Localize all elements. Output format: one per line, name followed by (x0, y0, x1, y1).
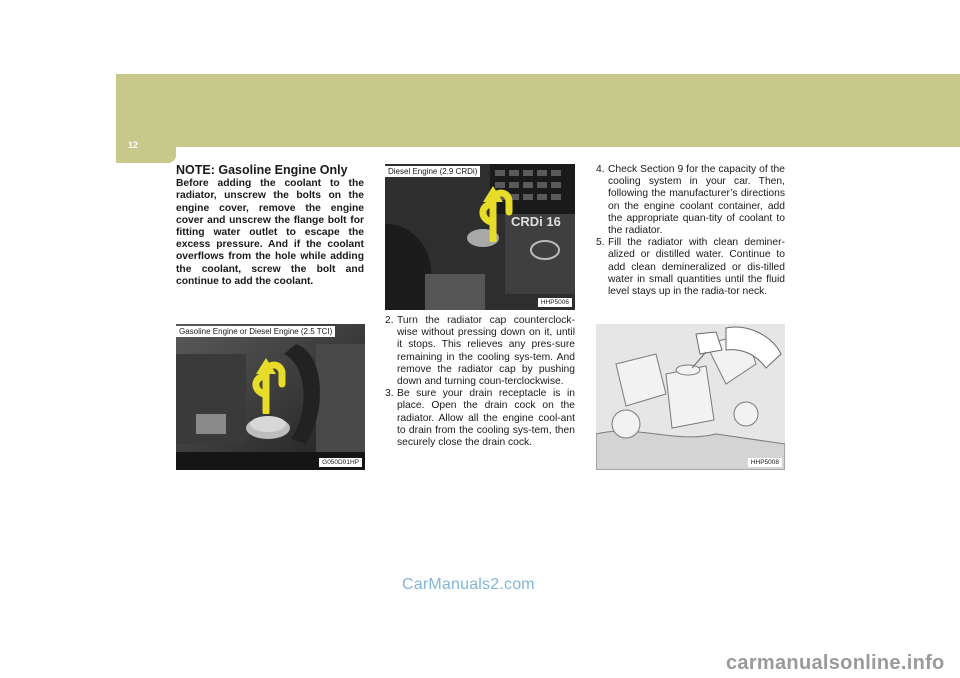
step-number: 4. (596, 164, 605, 175)
note-title: NOTE: Gasoline Engine Only (176, 163, 348, 177)
note-block (176, 164, 364, 288)
steps-middle (385, 315, 575, 449)
note-body: Before adding the coolant to the radiator, unscrew the bolts on the engine cover, remove the engine cover and unscrew the flange bolt for fitting water outlet to escape the excess pressure. And if the coolant overflows from the hole while adding the coolant, screw the bolt and continue to add the coolant. (176, 178, 364, 287)
figure-code: HHP5006 (538, 298, 572, 307)
step-item (596, 164, 785, 237)
page-number-tab (116, 147, 176, 163)
figure-gasoline-engine (176, 324, 365, 470)
crdi-badge: CRDi 16 (511, 214, 561, 229)
figure-caption: Diesel Engine (2.9 CRDi) (385, 166, 480, 177)
step-number: 5. (596, 237, 605, 249)
figure-fill-radiator (596, 324, 785, 470)
chapter-header-band (116, 74, 960, 147)
page-number: 12 (128, 140, 139, 150)
counterclockwise-arrow-icon (473, 182, 513, 242)
step-number: 2. (385, 315, 394, 326)
chapter-number: 6 (38, 36, 49, 56)
figure-diesel-engine (385, 164, 575, 310)
counterclockwise-arrow-icon (246, 354, 286, 414)
fill-radiator-illustration (596, 324, 785, 470)
figure-caption: Gasoline Engine or Diesel Engine (2.5 TCI) (176, 326, 335, 337)
steps-right (596, 164, 785, 298)
chapter-title: DO-IT-YOURSELF MAINTENANCE (54, 40, 189, 49)
step-text: Check Section 9 for the capacity of the cooling system in your car. Then, following the manufacturer’s directions on the engine coolant container, add the appropriate quan-tity of coolant to the radiator. (608, 164, 785, 237)
step-text: Turn the radiator cap counterclock-wise without pressing down on it, until it stops. This relieves any pres-sure remaining in the cooling sys-tem. And remove the radiator cap by pushing down and turning coun-terclockwise. (397, 315, 575, 388)
watermark-carmanualsonline: carmanualsonline.info (726, 652, 945, 674)
figure-code: HHP5008 (748, 458, 782, 467)
step-text: Be sure your drain receptacle is in place. Open the drain cock on the radiator. Allow all the engine cool-ant to drain from the cooling sys-tem, then securely close the drain cock. (397, 388, 575, 449)
step-text: Fill the radiator with clean deminer-alized or distilled water. Continue to add clean demineralized or dis-tilled water in small quantities until the fluid level stays up in the radia-tor neck. (608, 237, 785, 298)
watermark-carmanuals2: CarManuals2.com (402, 576, 535, 593)
step-item (385, 315, 575, 388)
step-item (596, 237, 785, 298)
figure-code: G050D01HP (319, 458, 362, 467)
step-number: 3. (385, 388, 394, 400)
step-item (385, 388, 575, 449)
